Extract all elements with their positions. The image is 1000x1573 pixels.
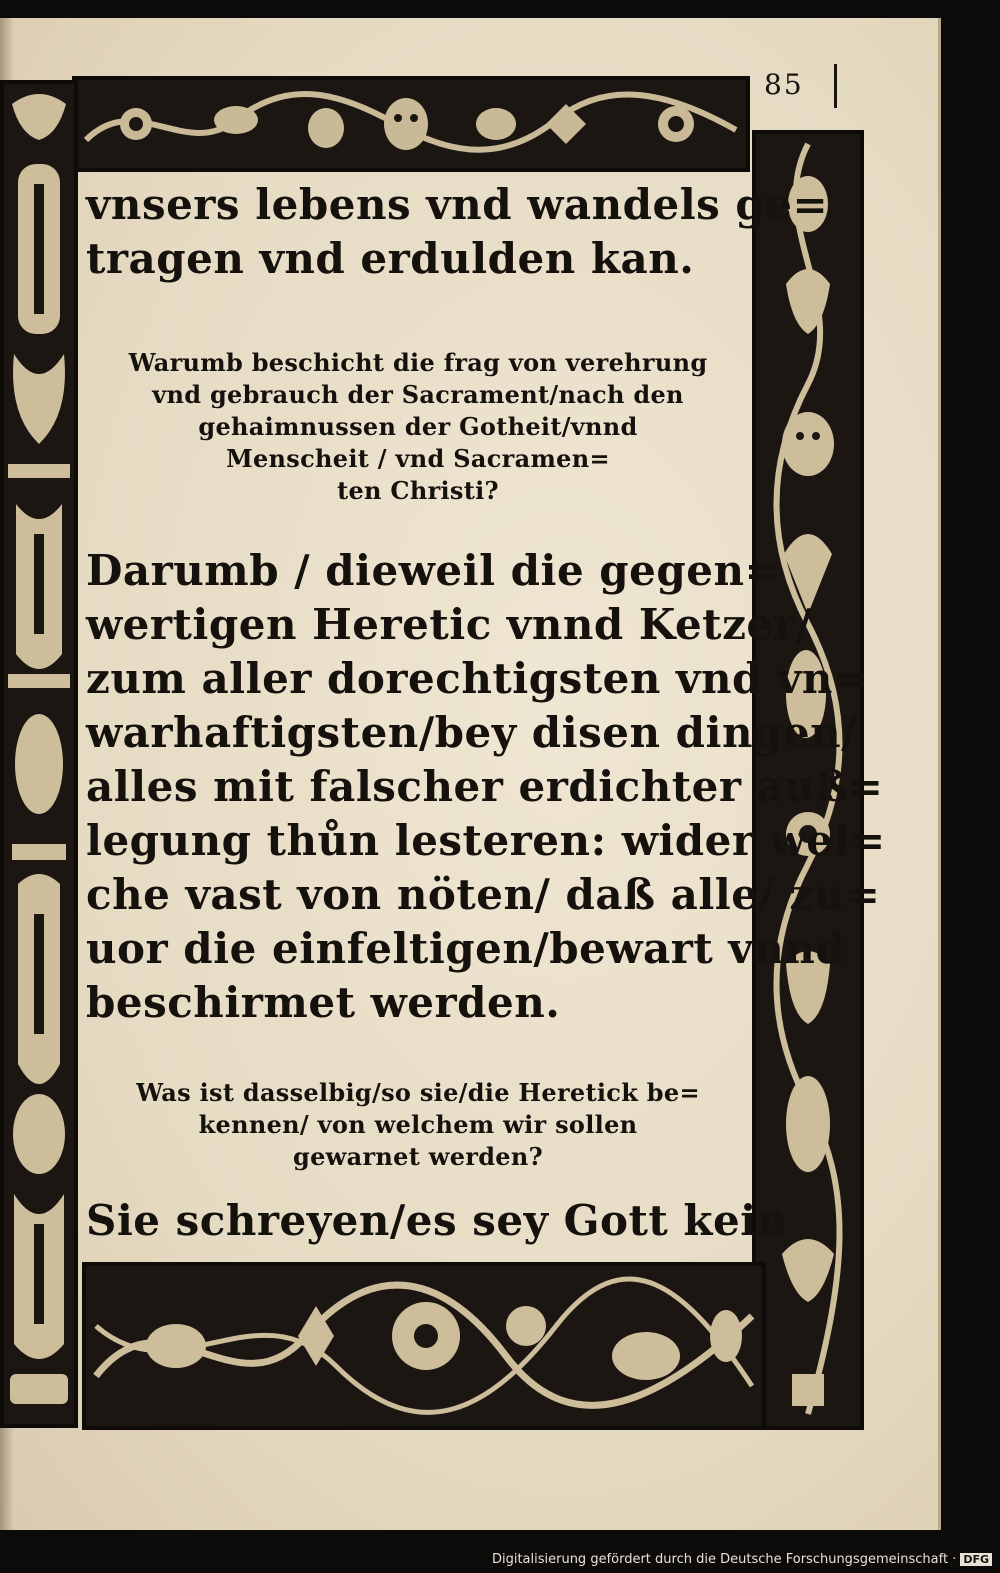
question-line: gehaimnussen der Gotheit/vnnd [198,412,638,441]
question-line: ten Christi? [337,476,499,505]
question-line: kennen/ von welchem wir sollen [198,1110,638,1139]
answer-line: beschirmet werden. [86,978,561,1027]
page-number: 85 [764,68,804,101]
question-line: Was ist dasselbig/so sie/die Heretick be= [136,1078,700,1107]
answer-line: alles mit falscher erdichter auß= [86,762,884,811]
question-line: gewarnet werden? [292,1142,543,1171]
question-line: vnd gebrauch der Sacrament/nach den [152,380,684,409]
question-line: Warumb beschicht die frag von verehrung [128,348,708,377]
answer-line: wertigen Heretic vnnd Ketzer/ [86,600,813,649]
book-page [0,18,941,1530]
text-block [86,178,886,1260]
text-line: vnsers lebens vnd wandels ge= [86,180,829,229]
answer-line: Sie schreyen/es sey Gott kein [86,1196,788,1245]
woodcut-border-bottom [82,1262,766,1430]
woodcut-border-top [72,76,750,172]
answer-line: che vast von nöten/ daß alle/ zu= [86,870,881,919]
answer-line: warhaftigsten/bey disen dingen/ [86,708,857,757]
question-line: Menscheit / vnd Sacramen= [226,444,610,473]
dfg-logo: DFG [960,1553,992,1566]
page-edge-mark [834,64,837,108]
answer-line: legung thůn lesteren: wider wel= [86,816,886,865]
woodcut-border-left [0,80,78,1428]
answer-line: Darumb / dieweil die gegen= [86,546,781,595]
answer-line: uor die einfeltigen/bewart vnnd [86,924,846,973]
text-line: tragen vnd erdulden kan. [86,234,695,283]
credit-text: Digitalisierung gefördert durch die Deutsche Forschungsgemeinschaft · [491,1552,957,1567]
answer-line: zum aller dorechtigsten vnd vn= [86,654,869,703]
digitization-credit [492,1552,992,1567]
